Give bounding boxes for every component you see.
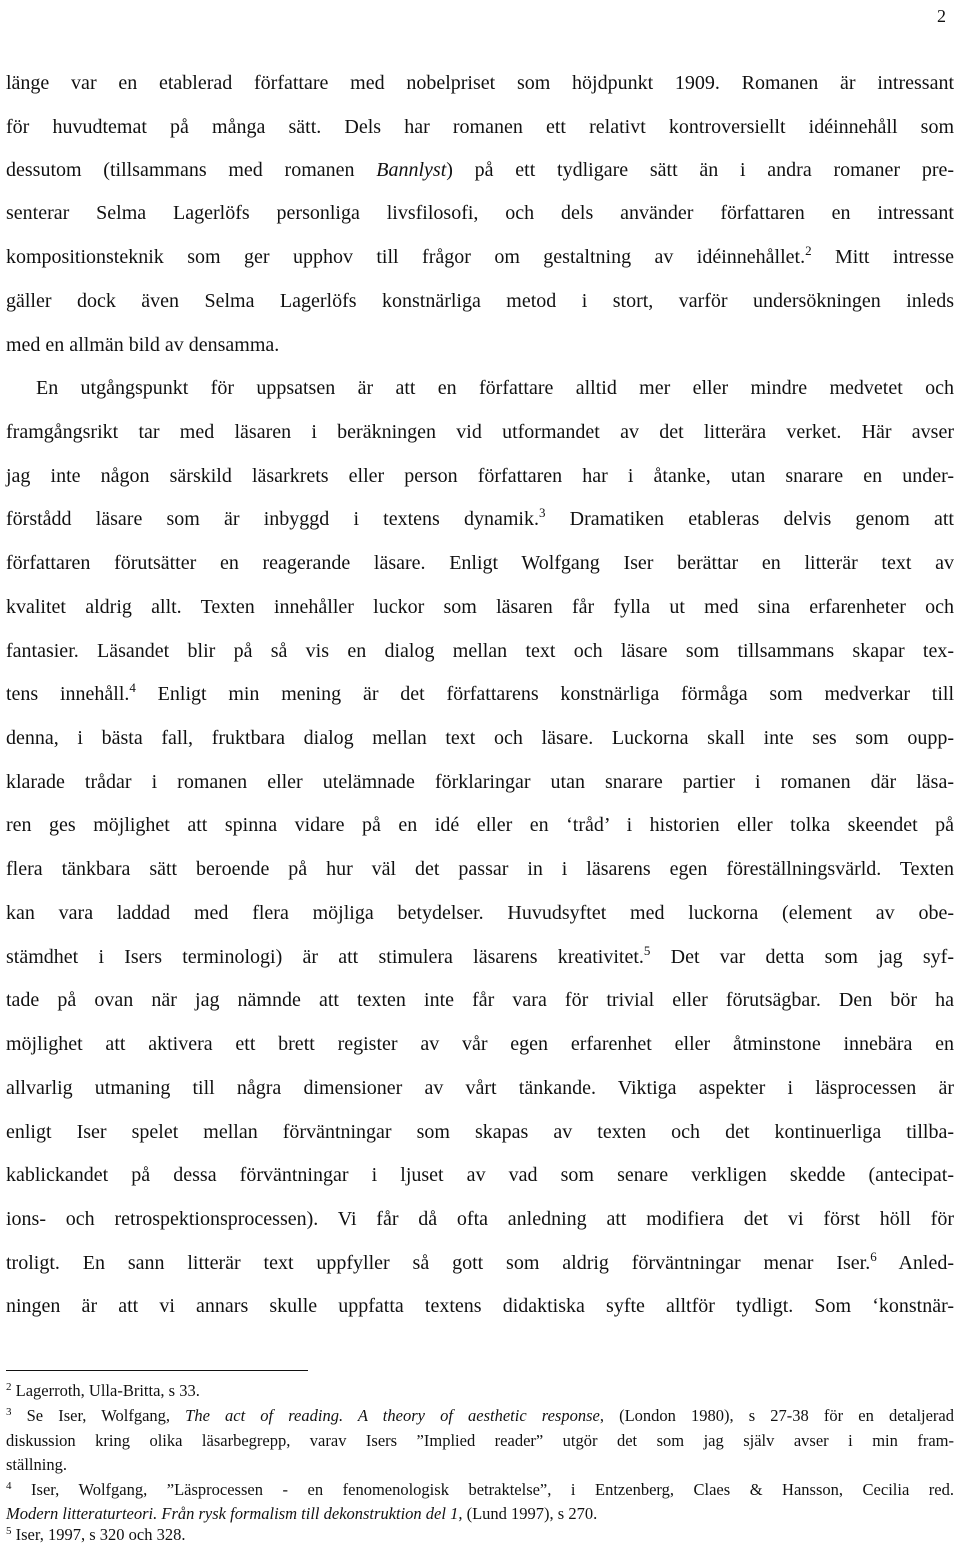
text-line: troligt. En sann litterär text uppfyller så gott som aldrig förväntningar menar Iser.$^6$ Anled-	[6, 1249, 955, 1274]
text-line: möjlighet att aktivera ett brett register av vår egen erfarenhet eller åtminstone innebära en	[6, 1033, 954, 1055]
footnote-ref: 2	[805, 243, 812, 258]
text-line: klarade trådar i romanen eller utelämnade förklaringar utan snarare partier i romanen där läsa-	[6, 771, 954, 793]
footnote-ref: 3	[538, 505, 546, 520]
text-line: ren ges möjlighet att spinna vidare på en idé eller en ‘tråd’ i historien eller tolka skeendet på	[6, 814, 954, 836]
footnote-3-cont: ställning.	[6, 1455, 67, 1474]
text-line: En utgångspunkt för uppsatsen är att en författare alltid mer eller mindre medvetet och	[36, 377, 954, 399]
text-line: förstådd läsare som är inbyggd i textens dynamik.$^3$ Dramatiken etableras delvis genom att	[6, 505, 954, 530]
text-line: kvalitet aldrig allt. Texten innehåller luckor som läsaren får fylla ut med sina erfarenheter och	[6, 596, 954, 618]
page-number: 2	[937, 6, 946, 26]
text-line: flera tänkbara sätt beroende på hur väl det passar in i läsarens egen föreställningsvärld. Texten	[6, 858, 954, 880]
text-line: för huvudtemat på många sätt. Dels har romanen ett relativt kontroversiellt idéinnehåll som	[6, 116, 954, 138]
footnote-4-cont: Modern litteraturteori. Från rysk formalism till dekonstruktion del 1, (Lund 1997), s 270.	[6, 1504, 598, 1523]
footnote-separator	[6, 1370, 308, 1371]
text-line: med en allmän bild av densamma.	[6, 334, 280, 356]
text-line: allvarlig utmaning till några dimensioner av vårt tänkande. Viktiga aspekter i läsprocessen är	[6, 1077, 954, 1099]
footnote-3-cont: diskussion kring olika läsarbegrepp, varav Isers ”Implied reader” utgör det som jag själv avser i min fram-	[6, 1431, 954, 1450]
text-line: jag inte någon särskild läsarkrets eller person författaren har i åtanke, utan snarare en under-	[6, 465, 954, 487]
text-line: tade på ovan när jag nämnde att texten inte får vara för trivial eller förutsägbar. Den bör ha	[6, 989, 954, 1011]
text-line: kablickandet på dessa förväntningar i ljuset av vad som senare verkligen skedde (antecipat-	[6, 1164, 954, 1186]
footnote-3: $^3$ Se Iser, Wolfgang, The act of reading. A theory of aesthetic response, (London 1980), s 27-38 för en detaljerad	[6, 1406, 954, 1425]
text-line: kan vara laddad med flera möjliga betydelser. Huvudsyftet med luckorna (element av obe-	[6, 902, 954, 924]
text-line: denna, i bästa fall, fruktbara dialog mellan text och läsare. Luckorna skall inte ses som oupp-	[6, 727, 954, 749]
text-line: fantasier. Läsandet blir på så vis en dialog mellan text och läsare som tillsammans skapar tex-	[6, 640, 954, 662]
text-line: dessutom (tillsammans med romanen Bannlyst) på ett tydligare sätt än i andra romaner pre-	[6, 159, 955, 181]
book-title: Bannlyst	[376, 159, 447, 181]
text-line: ningen är att vi annars skulle uppfatta textens didaktiska syfte alltför tydligt. Som ‘konstnär-	[6, 1295, 954, 1317]
text-line: gäller dock även Selma Lagerlöfs konstnärliga metod i stort, varför undersökningen inleds	[6, 290, 954, 312]
text-line: ions- och retrospektionsprocessen). Vi får då ofta anledning att modifiera det vi först höll för	[6, 1208, 954, 1230]
footnote-4: $^4$ Iser, Wolfgang, ”Läsprocessen - en fenomenologisk betraktelse”, i Entzenberg, Claes & Hansson, Cecilia red.	[6, 1480, 954, 1499]
text-line: länge var en etablerad författare med nobelpriset som höjdpunkt 1909. Romanen är intressant	[6, 72, 954, 94]
text-line: tens innehåll.$^4$ Enligt min mening är det författarens konstnärliga förmåga som medverkar till	[6, 680, 955, 705]
text-line: stämdhet i Isers terminologi) är att stimulera läsarens kreativitet.$^5$ Det var detta som jag syf-	[6, 943, 954, 968]
footnote-2: $^2$ Lagerroth, Ulla-Britta, s 33.	[6, 1381, 200, 1400]
text-line: författaren förutsätter en reagerande läsare. Enligt Wolfgang Iser berättar en litterär text av	[6, 552, 954, 574]
footnote-ref: 4	[129, 680, 136, 695]
footnote-ref: 6	[870, 1249, 877, 1264]
footnote-ref: 5	[643, 943, 651, 958]
text-line: senterar Selma Lagerlöfs personliga livsfilosofi, och dels använder författaren en intressant	[6, 202, 954, 224]
text-line: enligt Iser spelet mellan förväntningar som skapas av texten och det kontinuerliga tillba-	[6, 1121, 954, 1143]
text-line: kompositionsteknik som ger upphov till frågor om gestaltning av idéinnehållet.$^2$ Mitt intresse	[6, 243, 954, 268]
footnote-5: $^5$ Iser, 1997, s 320 och 328.	[6, 1525, 186, 1544]
text-line: framgångsrikt tar med läsaren i beräkningen vid utformandet av det litterära verket. Här avser	[6, 421, 954, 443]
